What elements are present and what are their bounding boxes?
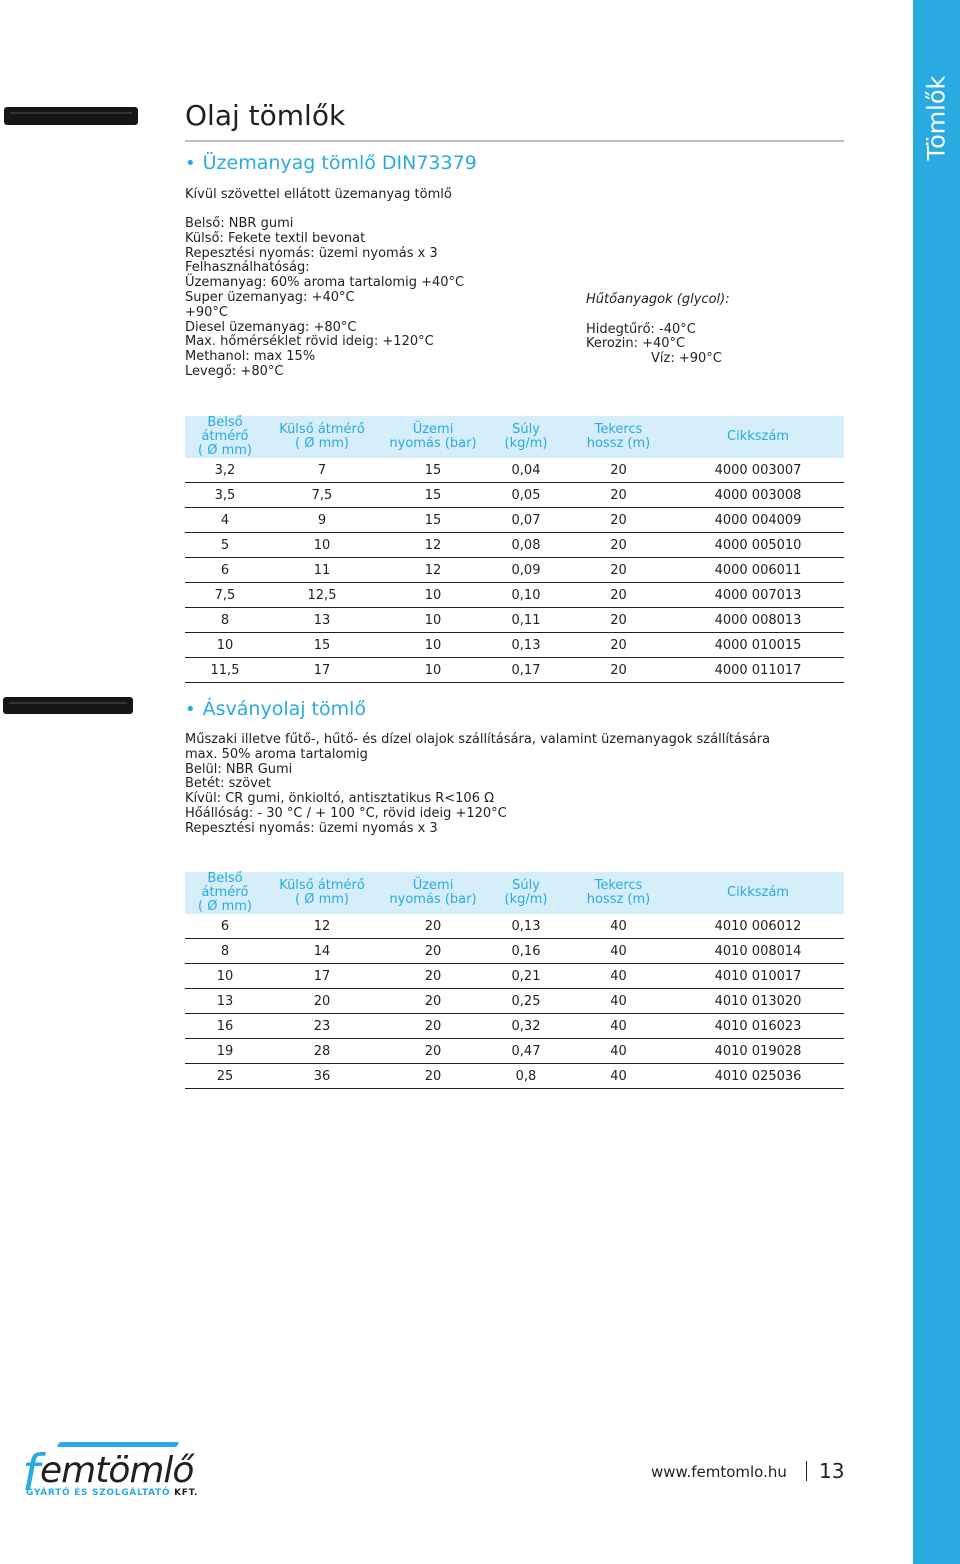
table-cell: 4000 005010 bbox=[672, 533, 844, 558]
logo-tagline: GYÁRTÓ ÉS SZOLGÁLTATÓ KFT. bbox=[26, 1488, 199, 1498]
table-cell: 4010 016023 bbox=[672, 1014, 844, 1039]
table-cell: 6 bbox=[185, 558, 265, 583]
table-cell: 20 bbox=[379, 1064, 487, 1089]
table-cell: 10 bbox=[185, 633, 265, 658]
logo-f: f bbox=[22, 1444, 40, 1502]
table-cell: 0,21 bbox=[487, 964, 565, 989]
table-cell: 10 bbox=[379, 658, 487, 683]
table-cell: 17 bbox=[265, 964, 379, 989]
table-cell: 4000 004009 bbox=[672, 508, 844, 533]
column-header: Cikkszám bbox=[672, 872, 844, 914]
page-title: Olaj tömlők bbox=[185, 99, 346, 132]
side-tab-bar bbox=[913, 0, 960, 1564]
table-cell: 4010 019028 bbox=[672, 1039, 844, 1064]
table-cell: 20 bbox=[565, 483, 672, 508]
table-cell: 0,13 bbox=[487, 914, 565, 939]
table-cell: 4010 025036 bbox=[672, 1064, 844, 1089]
side-tab-label bbox=[913, 38, 960, 198]
mineral-oil-hose-specs bbox=[185, 733, 770, 837]
table-row bbox=[185, 508, 844, 533]
table-cell: 12 bbox=[265, 914, 379, 939]
mineral-oil-hose-image bbox=[3, 697, 133, 714]
table-cell: 20 bbox=[379, 939, 487, 964]
table-cell: 7 bbox=[265, 458, 379, 483]
table-body bbox=[185, 458, 844, 683]
section-heading-text: Üzemanyag tömlő DIN73379 bbox=[202, 152, 477, 174]
table-cell: 0,17 bbox=[487, 658, 565, 683]
column-header: Belső átmérő ( Ø mm) bbox=[185, 872, 265, 914]
title-divider bbox=[185, 140, 844, 142]
table-cell: 20 bbox=[565, 658, 672, 683]
table-cell: 4010 006012 bbox=[672, 914, 844, 939]
table-cell: 4000 010015 bbox=[672, 633, 844, 658]
table-cell: 40 bbox=[565, 914, 672, 939]
table-cell: 10 bbox=[265, 533, 379, 558]
footer-divider bbox=[806, 1461, 807, 1481]
table-row bbox=[185, 964, 844, 989]
table-cell: 40 bbox=[565, 989, 672, 1014]
table-cell: 40 bbox=[565, 1014, 672, 1039]
table-cell: 4000 011017 bbox=[672, 658, 844, 683]
table-row bbox=[185, 939, 844, 964]
table-cell: 17 bbox=[265, 658, 379, 683]
column-header: Külső átmérő ( Ø mm) bbox=[265, 416, 379, 458]
spec-line: Belső: NBR gumi bbox=[185, 216, 294, 231]
section-heading-mineral-oil-hose bbox=[185, 698, 366, 720]
table-row bbox=[185, 1039, 844, 1064]
section-heading-text: Ásványolaj tömlő bbox=[202, 698, 367, 720]
table-cell: 20 bbox=[565, 458, 672, 483]
table-cell: 4 bbox=[185, 508, 265, 533]
table-cell: 3,5 bbox=[185, 483, 265, 508]
column-header: Cikkszám bbox=[672, 416, 844, 458]
table-cell: 0,05 bbox=[487, 483, 565, 508]
table-cell: 20 bbox=[379, 989, 487, 1014]
table-row bbox=[185, 483, 844, 508]
table-cell: 0,07 bbox=[487, 508, 565, 533]
table-cell: 40 bbox=[565, 1064, 672, 1089]
spec-line: Repesztési nyomás: üzemi nyomás x 3 bbox=[185, 245, 438, 261]
table-cell: 0,16 bbox=[487, 939, 565, 964]
table-row bbox=[185, 1014, 844, 1039]
spec-line: Felhasználhatóság: bbox=[185, 260, 310, 276]
table-cell: 9 bbox=[265, 508, 379, 533]
mineral-oil-hose-table bbox=[185, 872, 844, 1089]
spec-line: Műszaki illetve fűtő-, hűtő- és dízel olajok szállítására, valamint üzemanyagok szállítására bbox=[185, 732, 771, 747]
table-cell: 15 bbox=[379, 483, 487, 508]
column-header: Belső átmérő ( Ø mm) bbox=[185, 416, 265, 458]
table-cell: 12,5 bbox=[265, 583, 379, 608]
spec-line: Külső: Fekete textil bevonat bbox=[185, 230, 366, 246]
table-cell: 10 bbox=[379, 608, 487, 633]
table-cell: 20 bbox=[565, 508, 672, 533]
company-logo bbox=[10, 1440, 255, 1500]
table-row bbox=[185, 558, 844, 583]
spec-line: Betét: szövet bbox=[185, 776, 271, 792]
table-header bbox=[185, 416, 844, 458]
table-cell: 20 bbox=[565, 583, 672, 608]
table-cell: 11,5 bbox=[185, 658, 265, 683]
table-cell: 0,10 bbox=[487, 583, 565, 608]
page-number: 13 bbox=[819, 1459, 845, 1483]
table-cell: 10 bbox=[185, 964, 265, 989]
table-cell: 19 bbox=[185, 1039, 265, 1064]
bullet-icon: • bbox=[185, 152, 196, 174]
table-cell: 0,13 bbox=[487, 633, 565, 658]
table-cell: 20 bbox=[379, 964, 487, 989]
spec-line: Methanol: max 15% bbox=[185, 349, 316, 365]
spec-line: Diesel üzemanyag: +80°C bbox=[185, 319, 357, 335]
spec-line: Super üzemanyag: +40°C bbox=[185, 289, 355, 305]
table-cell: 0,32 bbox=[487, 1014, 565, 1039]
table-cell: 8 bbox=[185, 608, 265, 633]
column-header: Tekercs hossz (m) bbox=[565, 416, 672, 458]
coolant-title: Hűtőanyagok (glycol): bbox=[586, 292, 730, 307]
spec-line: max. 50% aroma tartalomig bbox=[185, 746, 368, 762]
spec-line: +90°C bbox=[185, 304, 229, 320]
table-cell: 3,2 bbox=[185, 458, 265, 483]
table-cell: 4000 008013 bbox=[672, 608, 844, 633]
spec-line: Üzemanyag: 60% aroma tartalomig +40°C bbox=[185, 275, 465, 291]
water-spec: Víz: +90°C bbox=[651, 351, 722, 366]
fuel-hose-specs bbox=[185, 217, 464, 380]
spec-line: Kívül: CR gumi, önkioltó, antisztatikus R<106 Ω bbox=[185, 791, 495, 807]
table-cell: 4000 003008 bbox=[672, 483, 844, 508]
table-cell: 10 bbox=[379, 633, 487, 658]
table-cell: 7,5 bbox=[265, 483, 379, 508]
table-cell: 20 bbox=[265, 989, 379, 1014]
table-cell: 4010 008014 bbox=[672, 939, 844, 964]
table-cell: 40 bbox=[565, 939, 672, 964]
table-row bbox=[185, 658, 844, 683]
table-cell: 20 bbox=[565, 608, 672, 633]
table-header-row bbox=[185, 416, 844, 458]
coolant-item: Hidegtűrő: -40°C bbox=[586, 321, 696, 337]
table-cell: 4000 007013 bbox=[672, 583, 844, 608]
table-cell: 5 bbox=[185, 533, 265, 558]
table-cell: 28 bbox=[265, 1039, 379, 1064]
column-header: Üzemi nyomás (bar) bbox=[379, 416, 487, 458]
table-cell: 7,5 bbox=[185, 583, 265, 608]
table-cell: 8 bbox=[185, 939, 265, 964]
table-cell: 0,25 bbox=[487, 989, 565, 1014]
table-cell: 4010 013020 bbox=[672, 989, 844, 1014]
table-cell: 20 bbox=[565, 533, 672, 558]
table-cell: 15 bbox=[379, 508, 487, 533]
table-cell: 20 bbox=[565, 633, 672, 658]
table-cell: 12 bbox=[379, 558, 487, 583]
table-row bbox=[185, 583, 844, 608]
table-row bbox=[185, 458, 844, 483]
table-cell: 15 bbox=[379, 458, 487, 483]
table-row bbox=[185, 633, 844, 658]
fuel-hose-table bbox=[185, 416, 844, 683]
table-row bbox=[185, 914, 844, 939]
spec-line: Max. hőmérséklet rövid ideig: +120°C bbox=[185, 334, 434, 350]
table-cell: 0,11 bbox=[487, 608, 565, 633]
table-row bbox=[185, 989, 844, 1014]
table-cell: 20 bbox=[379, 1039, 487, 1064]
table-cell: 13 bbox=[265, 608, 379, 633]
table-cell: 15 bbox=[265, 633, 379, 658]
spec-line: Hőállóság: - 30 °C / + 100 °C, rövid ideig +120°C bbox=[185, 805, 507, 821]
column-header: Külső átmérő ( Ø mm) bbox=[265, 872, 379, 914]
column-header: Tekercs hossz (m) bbox=[565, 872, 672, 914]
table-cell: 4000 003007 bbox=[672, 458, 844, 483]
table-cell: 20 bbox=[565, 558, 672, 583]
table-cell: 0,04 bbox=[487, 458, 565, 483]
table-row bbox=[185, 533, 844, 558]
section-subtitle: Kívül szövettel ellátott üzemanyag tömlő bbox=[185, 187, 452, 202]
table-cell: 20 bbox=[379, 914, 487, 939]
table-cell: 40 bbox=[565, 964, 672, 989]
table-cell: 20 bbox=[379, 1014, 487, 1039]
table-cell: 0,09 bbox=[487, 558, 565, 583]
table-cell: 25 bbox=[185, 1064, 265, 1089]
spec-line: Repesztési nyomás: üzemi nyomás x 3 bbox=[185, 820, 438, 836]
spec-line: Belül: NBR Gumi bbox=[185, 761, 293, 777]
fuel-hose-image bbox=[4, 107, 138, 125]
table-cell: 36 bbox=[265, 1064, 379, 1089]
table-cell: 12 bbox=[379, 533, 487, 558]
table-cell: 6 bbox=[185, 914, 265, 939]
table-cell: 23 bbox=[265, 1014, 379, 1039]
table-row bbox=[185, 1064, 844, 1089]
table-header bbox=[185, 872, 844, 914]
table-cell: 0,08 bbox=[487, 533, 565, 558]
side-tab-text: Tömlők bbox=[922, 75, 951, 161]
table-cell: 10 bbox=[379, 583, 487, 608]
bullet-icon: • bbox=[185, 698, 196, 720]
table-row bbox=[185, 608, 844, 633]
table-cell: 40 bbox=[565, 1039, 672, 1064]
table-cell: 13 bbox=[185, 989, 265, 1014]
logo-wordmark: emtömlő bbox=[40, 1450, 194, 1491]
table-header-row bbox=[185, 872, 844, 914]
column-header: Üzemi nyomás (bar) bbox=[379, 872, 487, 914]
logo-swoosh bbox=[57, 1442, 180, 1447]
website-link[interactable]: www.femtomlo.hu bbox=[651, 1463, 787, 1481]
table-cell: 0,8 bbox=[487, 1064, 565, 1089]
column-header: Súly (kg/m) bbox=[487, 416, 565, 458]
section-heading-fuel-hose bbox=[185, 152, 477, 174]
table-cell: 16 bbox=[185, 1014, 265, 1039]
table-cell: 14 bbox=[265, 939, 379, 964]
coolant-specs bbox=[586, 293, 730, 352]
spec-line: Levegő: +80°C bbox=[185, 363, 284, 379]
table-body bbox=[185, 914, 844, 1089]
table-cell: 4000 006011 bbox=[672, 558, 844, 583]
coolant-item: Kerozin: +40°C bbox=[586, 336, 686, 352]
table-cell: 11 bbox=[265, 558, 379, 583]
column-header: Súly (kg/m) bbox=[487, 872, 565, 914]
table-cell: 0,47 bbox=[487, 1039, 565, 1064]
table-cell: 4010 010017 bbox=[672, 964, 844, 989]
